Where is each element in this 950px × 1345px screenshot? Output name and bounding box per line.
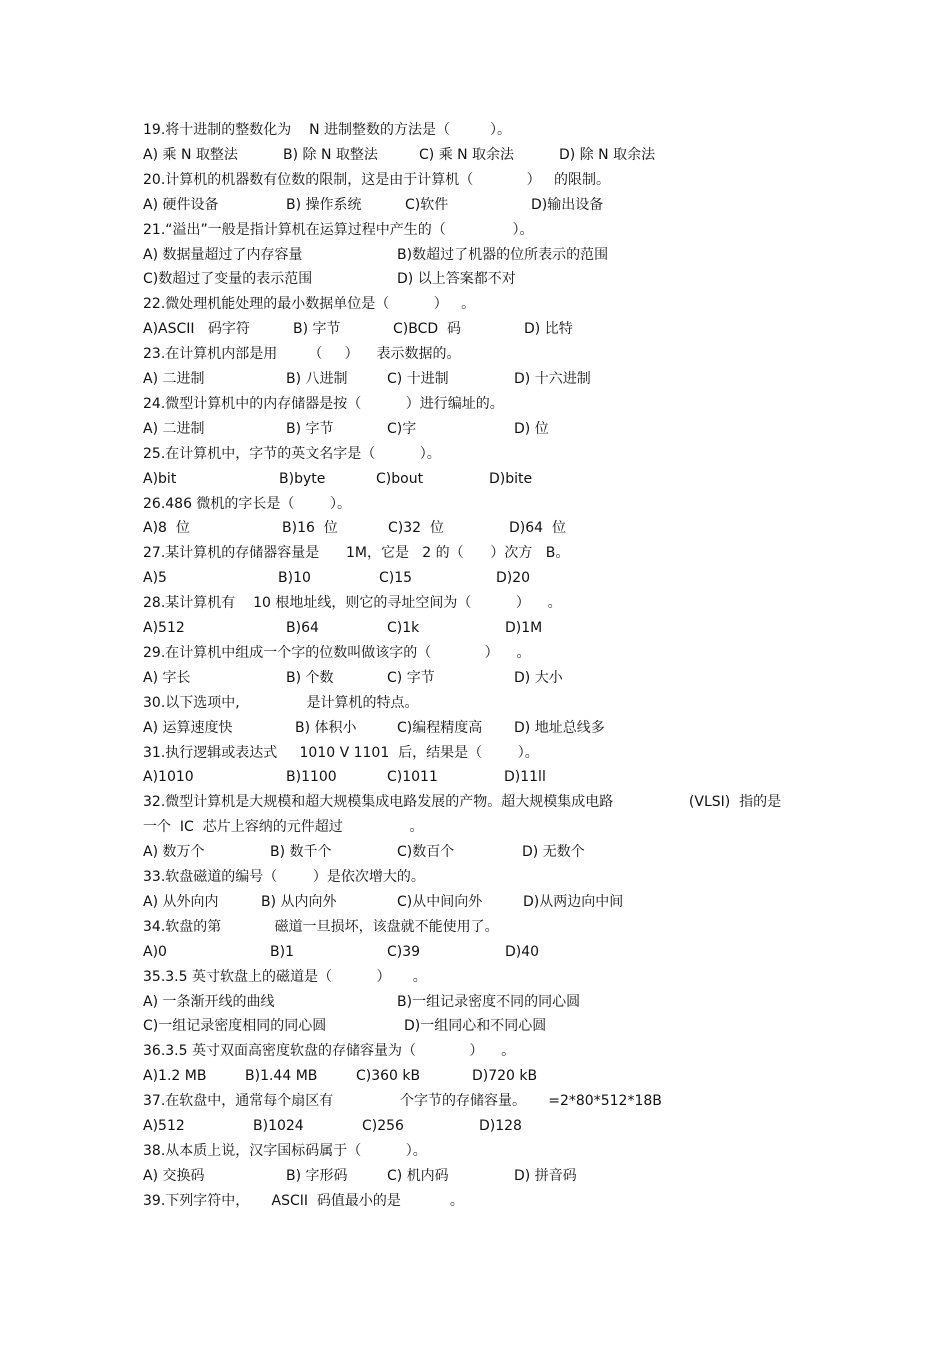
answer-option: B)1 [270,943,294,960]
answer-option: C)软件 [405,196,449,213]
answer-option: D)128 [479,1118,522,1134]
answer-option: A)ASCII 码字符 [143,321,250,338]
answer-option: B)16 位 [282,520,338,537]
question-text: 22.微处理机能处理的最小数据单位是（ ） 。 [143,296,476,313]
question-text: 25.在计算机中，字节的英文名字是（ ）。 [143,445,441,462]
answer-option: B)1.44 MB [245,1068,318,1085]
answer-option: A) 数万个 [143,844,205,861]
question-text: 28.某计算机有 10 根地址线，则它的寻址空间为（ ） 。 [143,595,562,612]
answer-option: C)1k [387,620,420,636]
answer-option: A) 交换码 [143,1167,205,1184]
question-text: 33.软盘磁道的编号（ ）是依次增大的。 [143,869,425,885]
answer-option: A)512 [143,620,185,636]
question-text: 一个 IC 芯片上容纳的元件超过 。 [143,819,424,836]
answer-option: C)1011 [387,769,438,786]
answer-option: D) 十六进制 [514,371,591,387]
answer-option: C)数超过了变量的表示范围 [143,271,313,288]
answer-option: D)从两边向中间 [523,893,624,910]
question-text: 30.以下选项中, 是计算机的特点。 [143,694,419,711]
answer-option: A) 运算速度快 [143,719,233,736]
answer-option: D)720 kB [472,1068,538,1085]
answer-option: B)1024 [253,1118,304,1134]
answer-option: D) 大小 [514,669,563,686]
question-text: 34.软盘的第 磁道一旦损坏，该盘就不能使用了。 [143,918,499,935]
answer-option: B) 个数 [286,669,334,686]
answer-option: D)bite [489,470,533,487]
answer-option: A)1.2 MB [143,1068,207,1085]
answer-option: A) 二进制 [143,371,205,387]
answer-option: B) 体积小 [295,719,357,736]
question-text: 20.计算机的机器数有位数的限制，这是由于计算机（ ） 的限制。 [143,171,611,188]
answer-option: D)11ll [504,769,546,786]
question-text: 38.从本质上说，汉字国标码属于（ ）。 [143,1142,427,1159]
question-text: 39.下列字符中， ASCII 码值最小的是 。 [143,1192,464,1209]
answer-option: A)5 [143,570,167,587]
answer-option: B)数超过了机器的位所表示的范围 [397,246,609,263]
question-text: 31.执行逻辑或表达式 1010 V 1101 后，结果是（ ）。 [143,744,539,761]
answer-option: D)20 [496,570,531,587]
answer-option: C)编程精度高 [397,719,483,736]
answer-option: B)1100 [286,769,337,786]
answer-option: B)64 [286,620,319,636]
answer-option: C) 乘 N 取余法 [419,146,515,163]
question-text: 36.3.5 英寸双面高密度软盘的存储容量为（ ） 。 [143,1043,516,1060]
answer-option: A) 从外向内 [143,893,219,910]
answer-option: A) 二进制 [143,420,205,437]
answer-option: B)一组记录密度不同的同心圆 [397,993,581,1010]
answer-option: A) 字长 [143,669,191,686]
answer-option: C) 十进制 [387,371,449,387]
answer-option: C)从中间向外 [397,893,483,910]
answer-option: D) 除 N 取余法 [559,146,656,163]
answer-option: B) 八进制 [286,371,348,387]
answer-option: C) 机内码 [387,1167,449,1184]
answer-option: D)40 [505,943,540,960]
answer-option: B) 从内向外 [261,893,337,910]
answer-option: C)256 [362,1118,404,1134]
question-text: 32.微型计算机是大规模和超大规模集成电路发展的产物。超大规模集成电路 (VLSI) 指的是 [143,794,782,811]
question-text: 26.486 微机的字长是（ ）。 [143,495,352,512]
answer-option: A) 硬件设备 [143,196,219,213]
answer-option: D)输出设备 [531,196,604,213]
answer-option: D) 位 [514,420,549,437]
answer-option: B) 除 N 取整法 [283,146,378,163]
answer-option: D)一组同心和不同心圆 [404,1018,547,1035]
answer-option: C)一组记录密度相同的同心圆 [143,1018,327,1035]
answer-option: C)360 kB [356,1068,421,1085]
answer-option: D) 无数个 [522,844,585,861]
answer-option: B) 字形码 [286,1167,348,1184]
answer-option: D)64 位 [509,520,566,537]
question-text: 37.在软盘中，通常每个扇区有 个字节的存储容量。 =2*80*512*18B [143,1093,662,1110]
question-text: 24.微型计算机中的内存储器是按（ ）进行编址的。 [143,395,504,412]
question-text: 23.在计算机内部是用 （ ） 表示数据的。 [143,346,461,363]
answer-option: D) 拼音码 [514,1167,577,1184]
question-text: 19.将十进制的整数化为 N 进制整数的方法是（ ）。 [143,122,512,138]
answer-option: A) 数据量超过了内存容量 [143,246,303,263]
answer-option: D) 比特 [524,321,573,338]
answer-option: C)数百个 [397,844,455,861]
question-text: 29.在计算机中组成一个字的位数叫做该字的（ ） 。 [143,644,531,661]
answer-option: B) 字节 [286,420,334,437]
answer-option: A)512 [143,1118,185,1134]
question-text: 35.3.5 英寸软盘上的磁道是（ ） 。 [143,968,427,985]
answer-option: D) 以上答案都不对 [397,271,516,288]
answer-option: A)bit [143,470,177,487]
answer-option: B) 字节 [293,321,341,338]
answer-option: A)1010 [143,769,194,786]
answer-option: B)10 [278,570,311,587]
answer-option: B) 操作系统 [286,196,362,213]
answer-option: D) 地址总线多 [514,719,605,736]
answer-option: C) 字节 [387,669,435,686]
answer-option: B)byte [279,470,326,487]
answer-option: C)39 [387,943,421,960]
answer-option: C)bout [376,470,424,487]
answer-option: C)15 [379,570,413,587]
question-text: 27.某计算机的存储器容量是 1M，它是 2 的（ ）次方 B。 [143,545,570,562]
answer-option: B) 数千个 [270,844,332,861]
answer-option: A)0 [143,943,167,960]
answer-option: A)8 位 [143,520,190,537]
answer-option: C)BCD 码 [393,321,462,338]
answer-option: D)1M [505,620,543,636]
answer-option: A) 一条渐开线的曲线 [143,993,275,1010]
answer-option: C)32 位 [388,520,444,537]
question-text: 21.“溢出”一般是指计算机在运算过程中产生的（ ）。 [143,221,534,238]
answer-option: A) 乘 N 取整法 [143,146,238,163]
answer-option: C)字 [387,420,417,437]
